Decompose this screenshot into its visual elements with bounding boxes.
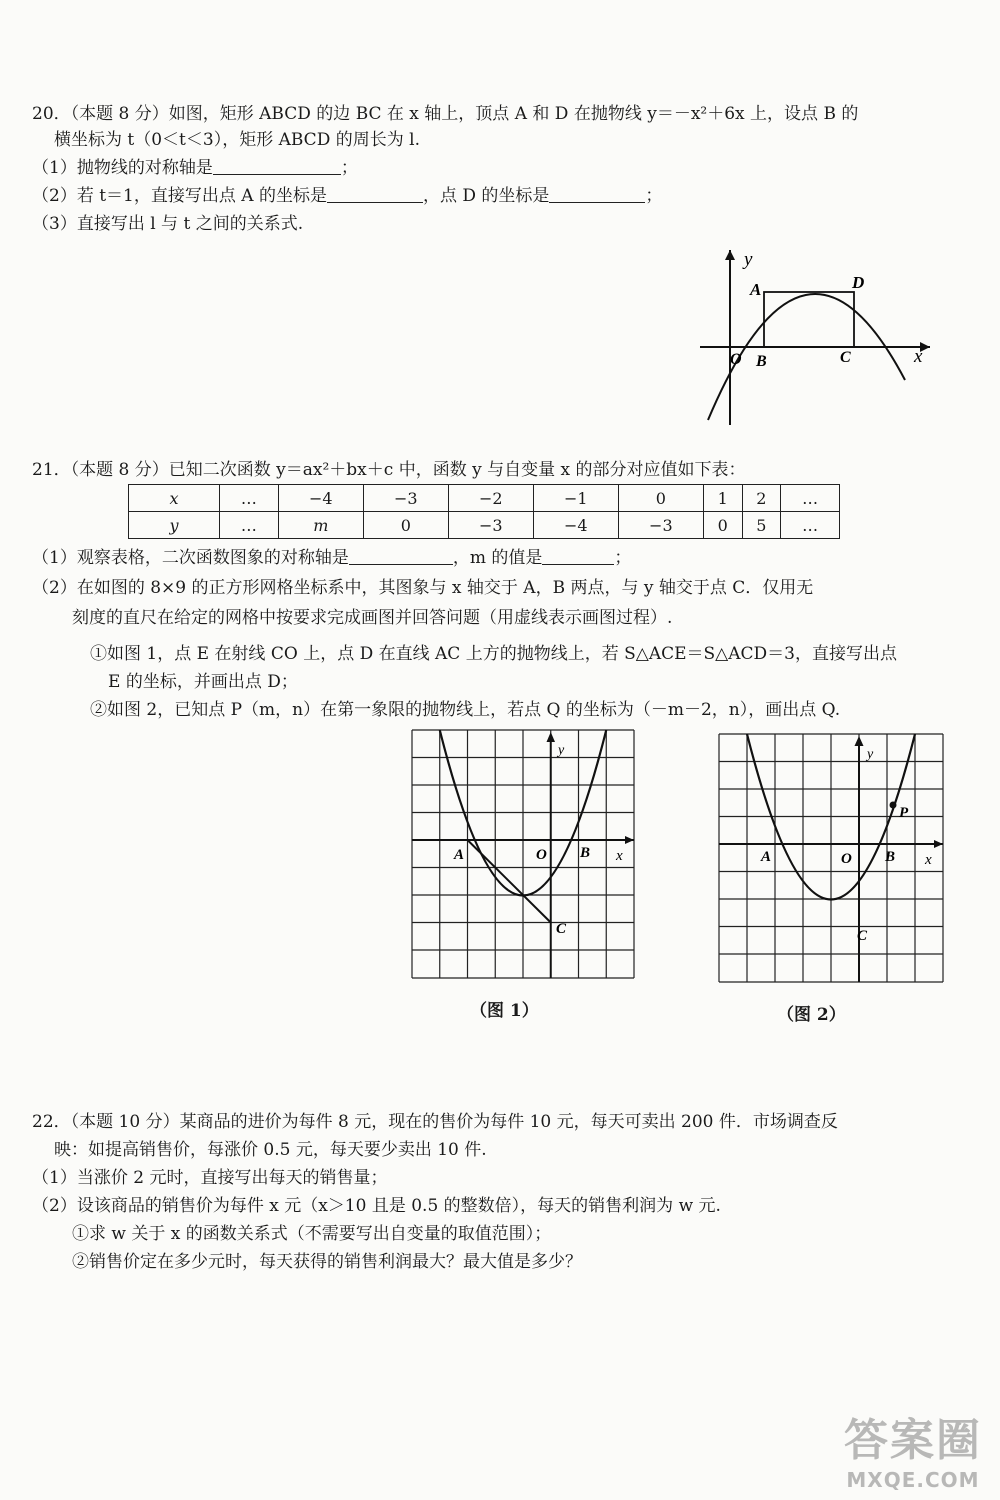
label-o: O bbox=[730, 351, 742, 368]
table-cell: −1 bbox=[533, 485, 618, 512]
label-d: D bbox=[852, 273, 865, 292]
table-cell: 0 bbox=[363, 512, 448, 539]
label-a: A bbox=[454, 847, 465, 863]
label-o: O bbox=[536, 847, 547, 863]
q21-sub-1-line-1: ①如图 1，点 E 在射线 CO 上，点 D 在直线 AC 上方的抛物线上，若 S△ACE＝S△ACD＝3，直接写出点 bbox=[90, 644, 897, 664]
table-cell: 1 bbox=[703, 485, 742, 512]
x-axis-arrow-icon bbox=[934, 840, 943, 848]
q20-part-2-text-b: ，点 D 的坐标是 bbox=[422, 186, 550, 206]
q22-line-2: 映：如提高销售价，每涨价 0.5 元，每天要少卖出 10 件. bbox=[54, 1140, 487, 1160]
q20-parabola-figure bbox=[690, 240, 950, 430]
q21-part-1-end: ； bbox=[614, 548, 632, 568]
grid-figure-2 bbox=[717, 732, 945, 984]
q21-part-1 bbox=[32, 546, 631, 570]
answer-blank[interactable] bbox=[349, 546, 453, 565]
label-x: x bbox=[616, 848, 623, 864]
table-cell: m bbox=[278, 512, 363, 539]
label-x: x bbox=[925, 852, 932, 868]
point-p bbox=[890, 802, 897, 809]
q21-part-2-line-1: （2）在如图的 8×9 的正方形网格坐标系中，其图象与 x 轴交于 A，B 两点，与 y 轴交于点 C．仅用无 bbox=[32, 578, 814, 598]
q20-line-1: 20．（本题 8 分）如图，矩形 ABCD 的边 BC 在 x 轴上，顶点 A 和 D 在抛物线 y＝－x²＋6x 上，设点 B 的 bbox=[32, 104, 859, 124]
table-cell: −3 bbox=[618, 512, 703, 539]
q20-part-1-text: （1）抛物线的对称轴是 bbox=[32, 158, 213, 178]
table-row-y bbox=[129, 512, 840, 539]
label-x: x bbox=[914, 346, 923, 367]
y-axis-arrow-icon bbox=[855, 736, 864, 746]
label-p: P bbox=[899, 805, 909, 821]
label-y: y bbox=[867, 747, 874, 762]
table-cell: 0 bbox=[703, 512, 742, 539]
q22-part-1: （1）当涨价 2 元时，直接写出每天的销售量； bbox=[32, 1168, 388, 1188]
table-cell: 2 bbox=[742, 485, 781, 512]
table-cell: … bbox=[220, 512, 279, 539]
answer-blank[interactable] bbox=[213, 156, 341, 175]
table-cell: y bbox=[129, 512, 220, 539]
label-a: A bbox=[750, 280, 762, 299]
answer-blank[interactable] bbox=[549, 184, 645, 203]
q21-line-1: 21．（本题 8 分）已知二次函数 y＝ax²＋bx＋c 中，函数 y 与自变量 x 的部分对应值如下表： bbox=[32, 460, 746, 480]
q20-part-3: （3）直接写出 l 与 t 之间的关系式. bbox=[32, 214, 304, 234]
label-c: C bbox=[857, 928, 868, 944]
q20-part-2-end: ； bbox=[645, 186, 663, 206]
answer-blank[interactable] bbox=[327, 184, 423, 203]
q22-sub-2: ②销售价定在多少元时，每天获得的销售利润最大？最大值是多少？ bbox=[72, 1252, 582, 1272]
q20-part-1 bbox=[32, 156, 358, 180]
q20-line-2: 横坐标为 t（0＜t＜3），矩形 ABCD 的周长为 l. bbox=[54, 130, 420, 150]
table-cell: −4 bbox=[533, 512, 618, 539]
q20-part-1-end: ； bbox=[340, 158, 358, 178]
watermark-logo bbox=[844, 1404, 982, 1492]
table-cell: −2 bbox=[448, 485, 533, 512]
q21-sub-1-line-2: E 的坐标，并画出点 D； bbox=[108, 672, 298, 692]
table-row-x bbox=[129, 485, 840, 512]
q21-part-1-text-a: （1）观察表格，二次函数图象的对称轴是 bbox=[32, 548, 349, 568]
y-axis-arrow-icon bbox=[547, 732, 556, 742]
table-cell: x bbox=[129, 485, 220, 512]
label-b: B bbox=[580, 845, 591, 861]
q20-part-2-text-a: （2）若 t＝1，直接写出点 A 的坐标是 bbox=[32, 186, 327, 206]
label-c: C bbox=[840, 349, 851, 366]
grid-lines bbox=[719, 734, 943, 982]
q22-line-1: 22．（本题 10 分）某商品的进价为每件 8 元，现在的售价为每件 10 元，每天可卖出 200 件．市场调查反 bbox=[32, 1112, 838, 1132]
answer-blank[interactable] bbox=[542, 546, 614, 565]
table-cell: −3 bbox=[448, 512, 533, 539]
q22-sub-1: ①求 w 关于 x 的函数关系式（不需要写出自变量的取值范围）； bbox=[72, 1224, 552, 1244]
table-cell: … bbox=[781, 485, 840, 512]
label-y: y bbox=[744, 249, 753, 270]
figure-2-caption: （图 2） bbox=[777, 1005, 846, 1025]
watermark-logo-text: 答案圈 bbox=[844, 1415, 982, 1466]
grid-lines bbox=[412, 730, 634, 978]
table-cell: 0 bbox=[618, 485, 703, 512]
label-c: C bbox=[556, 921, 567, 937]
table-cell: … bbox=[220, 485, 279, 512]
label-a: A bbox=[761, 849, 772, 865]
table-cell: 5 bbox=[742, 512, 781, 539]
q20-part-2 bbox=[32, 184, 662, 208]
q21-part-2-line-2: 刻度的直尺在给定的网格中按要求完成画图并回答问题（用虚线表示画图过程）. bbox=[72, 608, 673, 628]
table-cell: … bbox=[781, 512, 840, 539]
grid-figure-1 bbox=[410, 728, 636, 980]
x-axis-arrow-icon bbox=[625, 836, 634, 844]
q21-sub-2: ②如图 2，已知点 P（m，n）在第一象限的抛物线上，若点 Q 的坐标为（－m－2，n），画出点 Q. bbox=[90, 700, 841, 720]
label-b: B bbox=[885, 849, 896, 865]
table-cell: −4 bbox=[278, 485, 363, 512]
y-axis-arrow-icon bbox=[725, 250, 735, 260]
watermark-site: MXQE.COM bbox=[846, 1468, 980, 1492]
q22-part-2: （2）设该商品的销售价为每件 x 元（x＞10 且是 0.5 的整数倍），每天的销售利润为 w 元. bbox=[32, 1196, 721, 1216]
label-y: y bbox=[558, 743, 565, 758]
label-b: B bbox=[756, 353, 767, 370]
figure-1-caption: （图 1） bbox=[470, 1001, 539, 1021]
label-o: O bbox=[841, 851, 852, 867]
table-cell: −3 bbox=[363, 485, 448, 512]
value-table bbox=[128, 484, 840, 539]
q21-part-1-text-b: ，m 的值是 bbox=[452, 548, 543, 568]
